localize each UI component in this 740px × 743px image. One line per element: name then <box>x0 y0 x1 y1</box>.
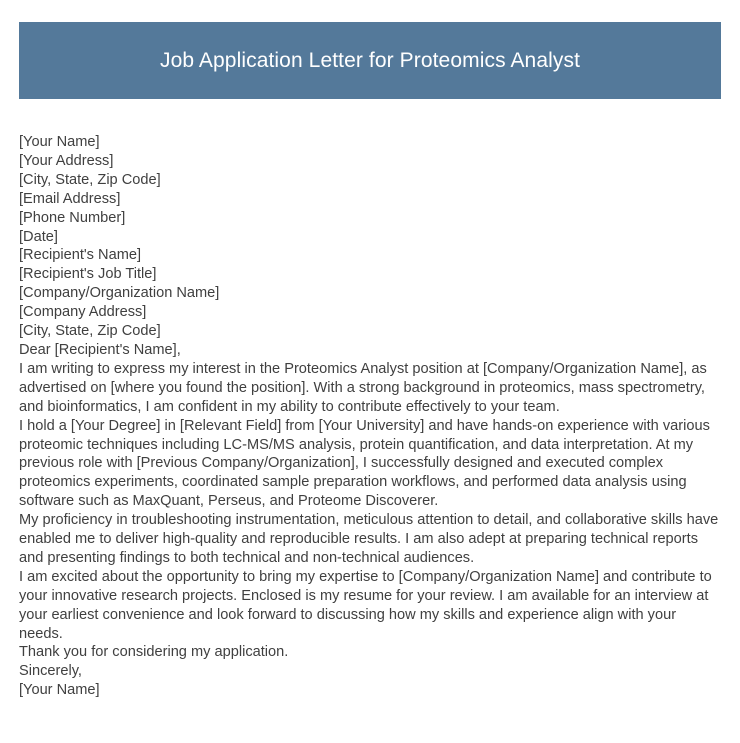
sender-phone-line: [Phone Number] <box>19 209 126 226</box>
recipient-title-line: [Recipient's Job Title] <box>19 266 157 283</box>
recipient-address-line: [Company Address] <box>19 304 147 321</box>
closing-line: Sincerely, <box>19 663 82 680</box>
page-title: Job Application Letter for Proteomics Analyst <box>159 48 581 72</box>
salutation-line: Dear [Recipient's Name], <box>19 341 181 358</box>
recipient-name-line: [Recipient's Name] <box>19 247 142 264</box>
letter-body <box>19 133 721 700</box>
body-paragraph-2: I hold a [Your Degree] in [Relevant Field] from [Your University] and have hands-on experience with various proteomic techniques including LC-MS/MS analysis, protein quantification, and data interpretation. At my previous role with [Previous Company/Organization], I successfully designed and executed complex proteomics experiments, coordinated sample preparation workflows, and performed data analysis using software such as MaxQuant, Perseus, and Proteome Discoverer. <box>19 417 710 510</box>
body-paragraph-1: I am writing to express my interest in the Proteomics Analyst position at [Company/Organization Name], as advertised on [where you found the position]. With a strong background in proteomics, mass spectrometry, and bioinformatics, I am confident in my ability to contribute effectively to your team. <box>19 360 707 415</box>
thank-you-line: Thank you for considering my application. <box>19 644 289 661</box>
sender-city-line: [City, State, Zip Code] <box>19 171 161 188</box>
sender-address-line: [Your Address] <box>19 152 114 169</box>
date-line: [Date] <box>19 228 58 245</box>
recipient-city-line: [City, State, Zip Code] <box>19 323 161 340</box>
recipient-company-line: [Company/Organization Name] <box>19 285 220 302</box>
sender-email-line: [Email Address] <box>19 190 121 207</box>
header-banner <box>19 22 721 99</box>
body-paragraph-3: My proficiency in troubleshooting instrumentation, meticulous attention to detail, and collaborative skills have enabled me to deliver high-quality and reproducible results. I am also adept at preparing technical reports and presenting findings to both technical and non-technical audiences. <box>19 512 719 566</box>
body-paragraph-4: I am excited about the opportunity to bring my expertise to [Company/Organization Name] and contribute to your innovative research projects. Enclosed is my resume for your review. I am available for an interview at your earliest convenience and look forward to discussing how my skills and experience align with your needs. <box>19 568 712 642</box>
sender-name-line: [Your Name] <box>19 134 100 150</box>
signature-line: [Your Name] <box>19 682 100 699</box>
